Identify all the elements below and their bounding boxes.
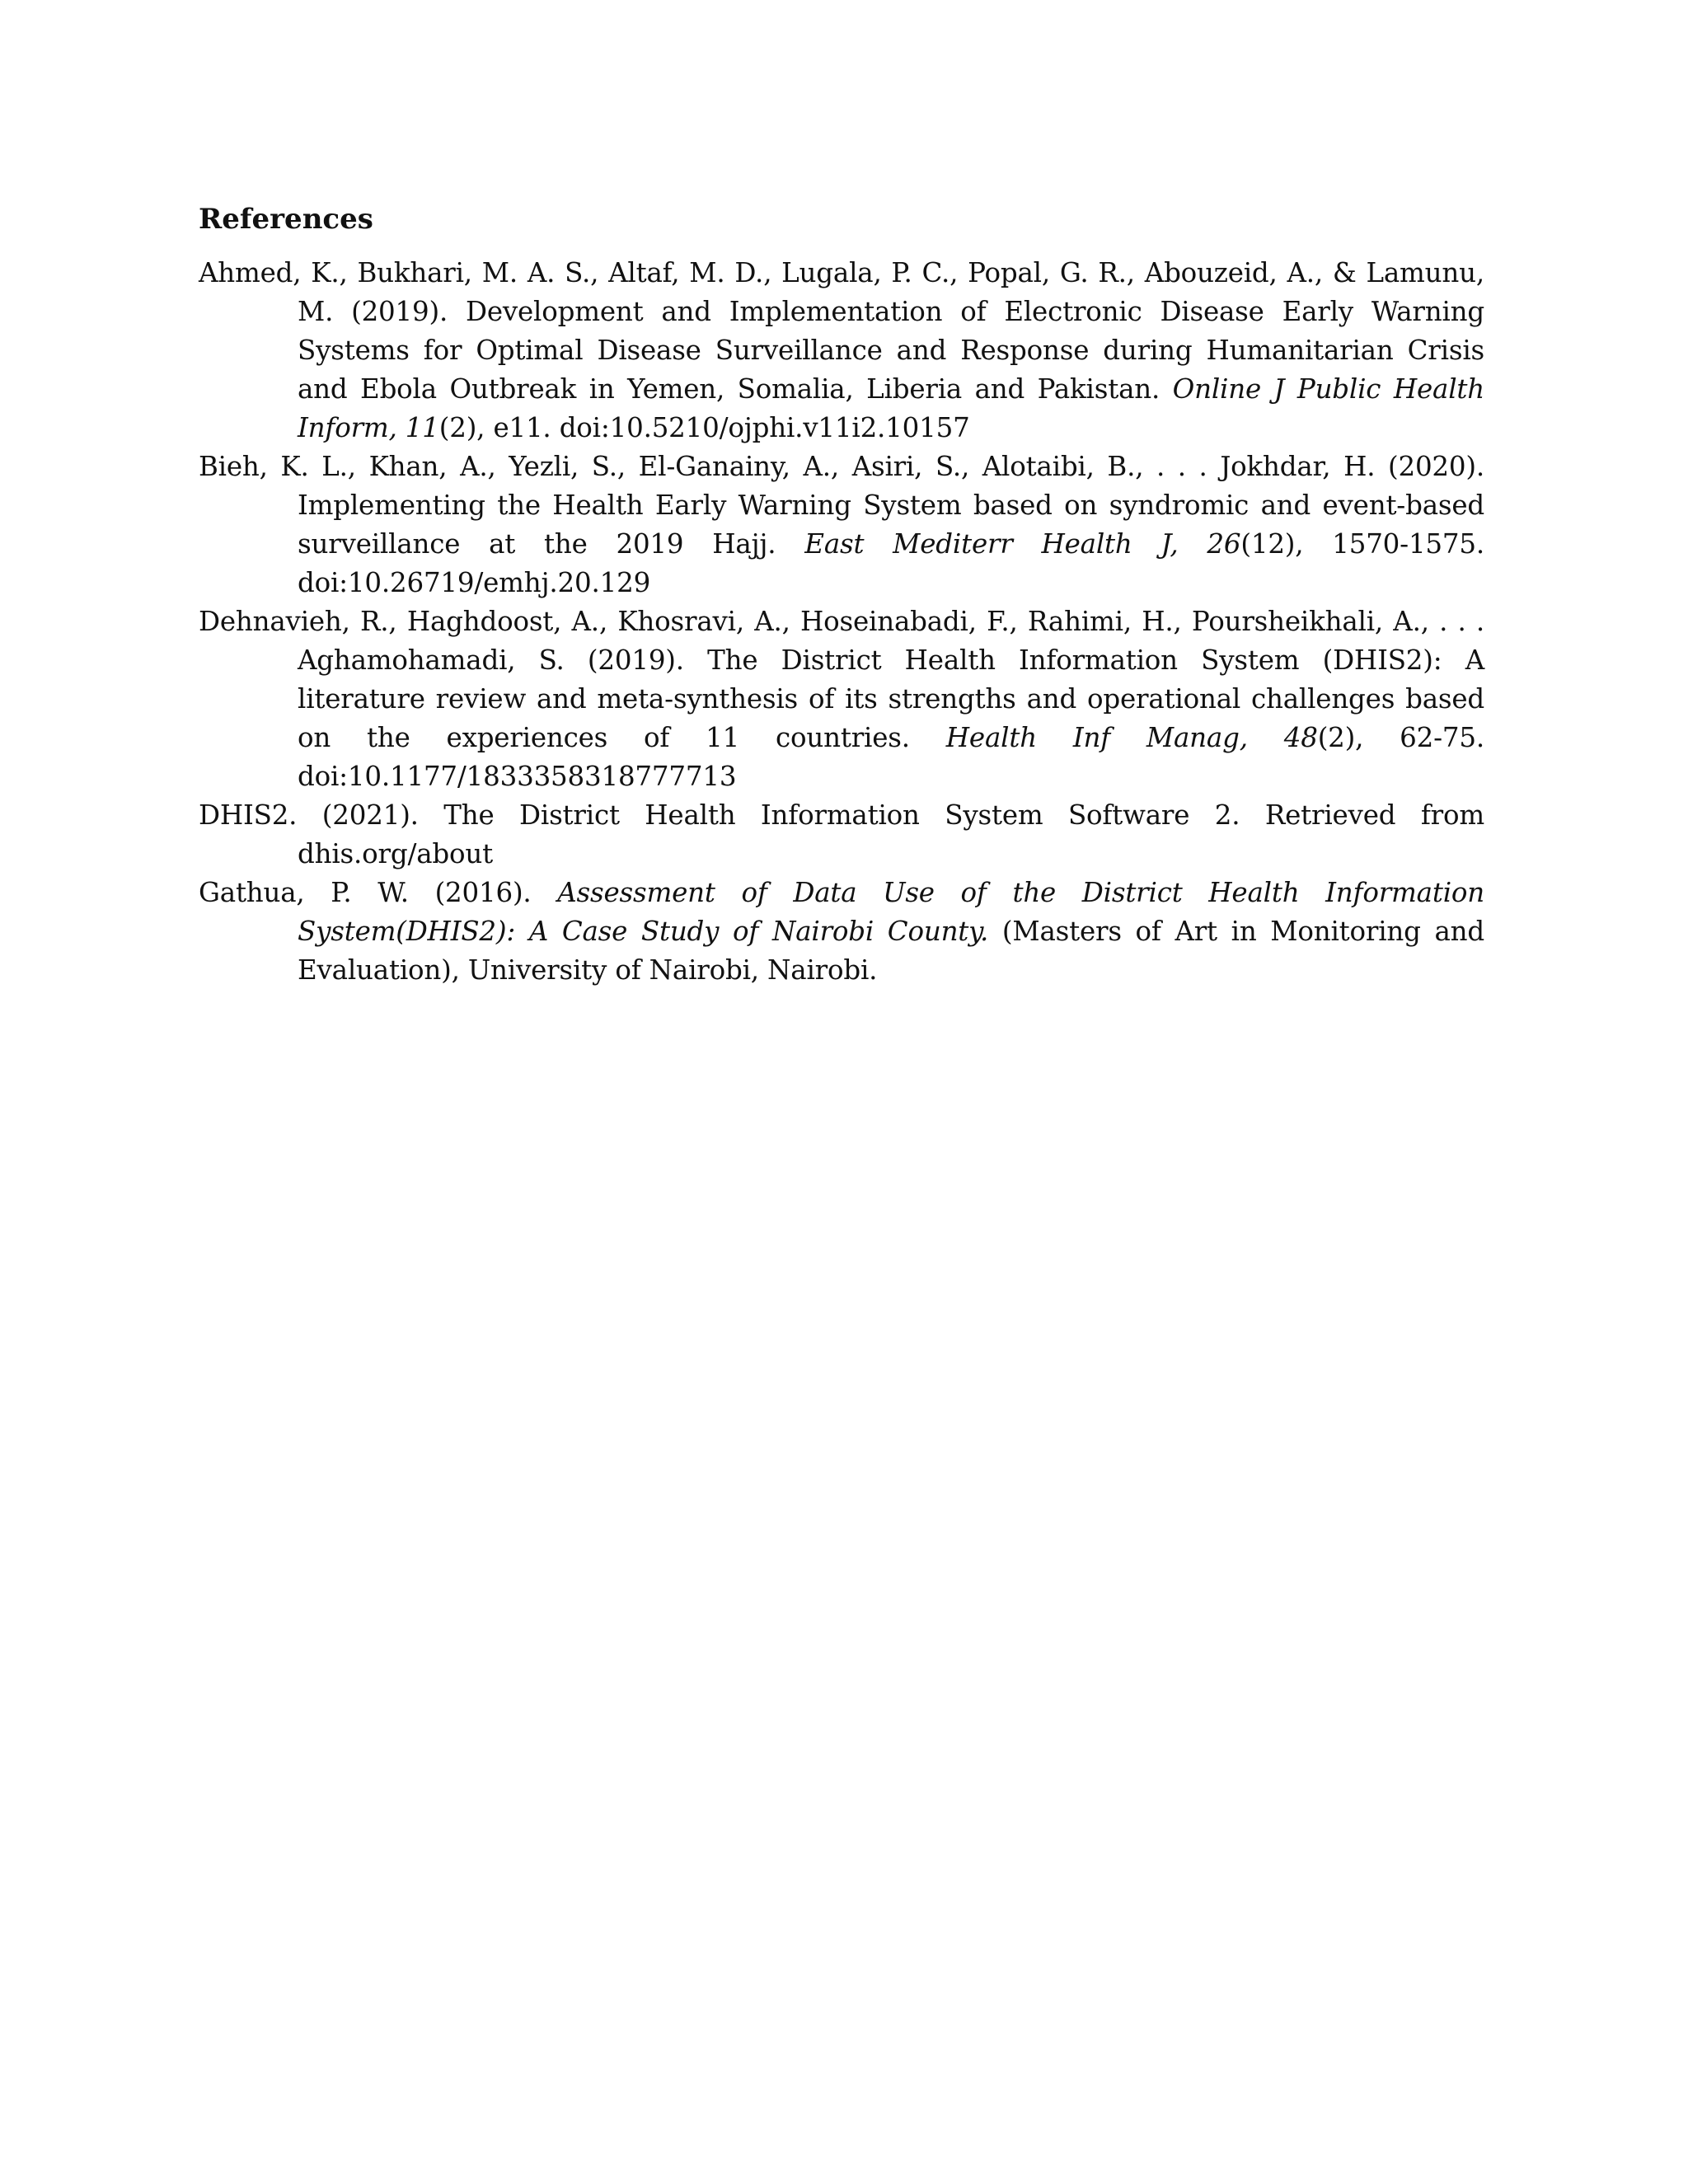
reference-text: (Masters of Art in Monitoring and Evaluation), University of Nairobi, Nairobi. [298, 916, 1484, 986]
reference-journal: Health Inf Manag, 48 [945, 722, 1318, 753]
reference-text: Ahmed, K., Bukhari, M. A. S., Altaf, M. D., Lugala, P. C., Popal, G. R., Abouzeid, A., & Lamunu, M. (2019). Development and Implementation of Electronic Disease Early Warning Systems for Optimal Disease Surveillance and Response during Humanitarian Crisis and Ebola Outbreak in Yemen, Somalia, Liberia and Pakistan. [199, 257, 1484, 405]
reference-text: (12), 1570-1575. doi:10.26719/emhj.20.129 [298, 528, 1484, 598]
reference-entry-gathua [199, 874, 1484, 990]
reference-entry-dhis2 [199, 796, 1484, 874]
references-section [199, 196, 1484, 990]
references-heading: References [199, 203, 373, 236]
reference-text: Gathua, P. W. (2016). [199, 877, 558, 908]
reference-text: (2), 62-75. doi:10.1177/1833358318777713 [298, 722, 1484, 792]
reference-text: DHIS2. (2021). The District Health Information System Software 2. Retrieved from dhis.org/about [199, 799, 1484, 869]
reference-entry-dehnavieh [199, 602, 1484, 796]
reference-text: Dehnavieh, R., Haghdoost, A., Khosravi, A., Hoseinabadi, F., Rahimi, H., Poursheikhali, A., . . . Aghamohamadi, S. (2019). The District Health Information System (DHIS2): A literature review and meta-synthesis of its strengths and operational challenges based on the experiences of 11 countries. [199, 606, 1484, 753]
reference-text: Bieh, K. L., Khan, A., Yezli, S., El-Ganainy, A., Asiri, S., Alotaibi, B., . . . Jokhdar, H. (2020). Implementing the Health Early Warning System based on syndromic and event-based surveillance at the 2019 Hajj. [199, 451, 1484, 560]
reference-entry-bieh [199, 448, 1484, 602]
reference-entry-ahmed [199, 254, 1484, 448]
reference-journal: Online J Public Health Inform, 11 [298, 373, 1484, 443]
reference-text: (2), e11. doi:10.5210/ojphi.v11i2.10157 [438, 412, 970, 443]
reference-journal: East Mediterr Health J, 26 [804, 528, 1241, 560]
reference-list [199, 254, 1484, 990]
reference-title: Assessment of Data Use of the District Health Information System(DHIS2): A Case Study of Nairobi County. [298, 877, 1484, 947]
